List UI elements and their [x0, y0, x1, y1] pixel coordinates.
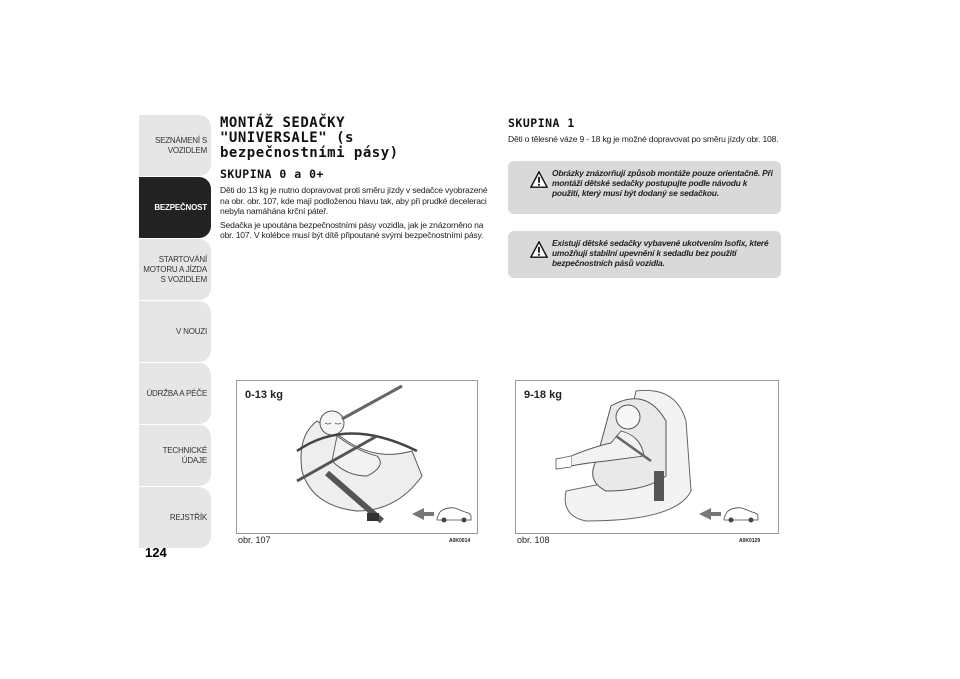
warning-text: Obrázky znázorňují způsob montáže pouze orientačně. Při montáži dětské sedačky postupujte podle návodu k použití, který musí být dodaný se sedačkou. [552, 167, 773, 198]
tab-udrzba[interactable] [139, 363, 211, 424]
figure-108 [515, 380, 779, 534]
warning-box [508, 231, 781, 278]
figure-caption: obr. 107 [238, 535, 271, 545]
figure-caption: obr. 108 [517, 535, 550, 545]
figure-code: A0K0014 [449, 538, 471, 544]
page-number: 124 [145, 545, 167, 560]
tab-technicke-udaje[interactable] [139, 425, 211, 486]
tab-label: TECHNICKÉ ÚDAJE [162, 445, 207, 465]
tab-startovani[interactable] [139, 239, 211, 300]
section-title: MONTÁŽ SEDAČKY "UNIVERSALE" (s bezpečnostními pásy) [220, 115, 399, 161]
group-0-paragraph-1: Děti do 13 kg je nutno dopravovat proti směru jízdy v sedačce vyobrazené na obr. obr. 107, kde mají podloženou hlavu tak, aby při prudké deceleraci nebyla namáhána krční páteř. [220, 185, 488, 216]
group-1-paragraph: Děti o tělesné váze 9 - 18 kg je možné dopravovat po směru jízdy obr. 108. [508, 134, 779, 144]
tab-rejstrik[interactable] [139, 487, 211, 548]
tab-bezpecnost[interactable] [139, 177, 211, 238]
group-0-heading: SKUPINA 0 a 0+ [220, 167, 324, 181]
figure-107 [236, 380, 478, 534]
warning-icon [530, 171, 548, 189]
warning-box [508, 161, 781, 214]
tab-label: SEZNÁMENÍ S VOZIDLEM [154, 135, 207, 155]
right-column [508, 116, 783, 278]
tab-v-nouzi[interactable] [139, 301, 211, 362]
tab-label: V NOUZI [175, 326, 207, 336]
figure-code: A0K0129 [739, 538, 761, 544]
tab-label: ÚDRŽBA A PÉČE [146, 388, 207, 398]
tab-seznameni[interactable] [139, 115, 211, 176]
infant-seat-illustration [237, 381, 477, 533]
figure-weight-label: 0-13 kg [245, 389, 283, 401]
warning-text: Existují dětské sedačky vybavené ukotvením Isofix, které umožňují stabilní upevnění k sedadlu bez použití bezpečnostních pásů vozidla. [552, 237, 769, 268]
warning-icon [530, 241, 548, 259]
left-column [220, 116, 490, 244]
group-1-heading: SKUPINA 1 [508, 116, 575, 130]
child-seat-illustration [516, 381, 778, 533]
group-0-paragraph-2: Sedačka je upoutána bezpečnostními pásy vozidla, jak je znázorněno na obr. 107. V kolébce musí být dítě připoutané svými bezpečnostními pásy. [220, 219, 484, 240]
chapter-tabs [139, 115, 211, 549]
tab-label: STARTOVÁNÍ MOTORU A JÍZDA S VOZIDLEM [143, 254, 207, 284]
figure-weight-label: 9-18 kg [524, 389, 562, 401]
tab-label: BEZPEČNOST [154, 202, 207, 212]
tab-label: REJSTŘÍK [169, 512, 207, 522]
